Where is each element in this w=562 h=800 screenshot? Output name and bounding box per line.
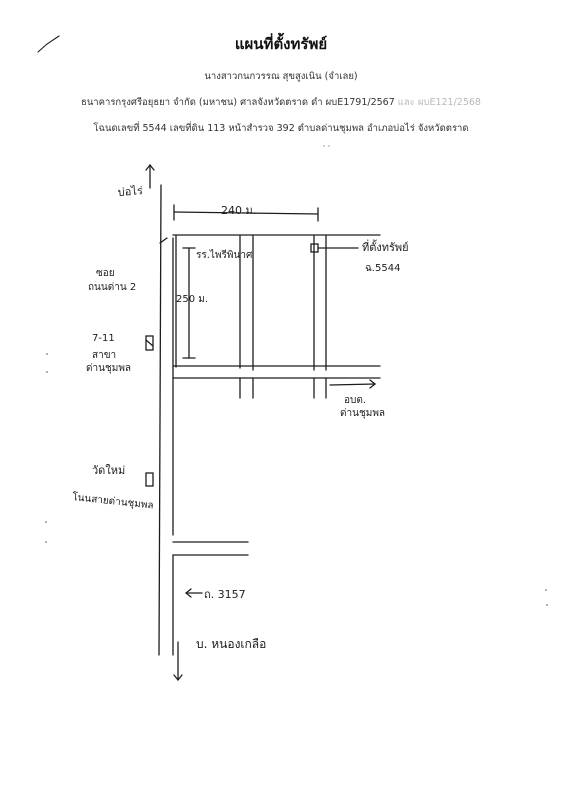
owner-line: นางสาวกนกวรรณ สุขสูงเนิน (จำเลย): [204, 71, 358, 82]
east-label-1: อบต.: [344, 395, 367, 406]
temple-label-1: วัดใหม่: [92, 464, 126, 477]
store-label-1: 7-11: [92, 333, 115, 344]
road-no-label: ถ. 3157: [204, 588, 246, 601]
north-label: บ่อไร่: [117, 184, 144, 199]
east-label-2: ด่านชุมพล: [340, 408, 386, 419]
main-road-left-edge: [159, 185, 161, 655]
scan-specks: [45, 145, 548, 605]
junction-label-1: ซอย: [96, 268, 115, 279]
depth-label: 250 ม.: [176, 294, 209, 305]
page-title: แผนที่ตั้งทรัพย์: [234, 35, 328, 53]
road-label: รร.ไพรีพินาศ: [196, 250, 253, 261]
deed-line: โฉนดเลขที่ 5544 เลขที่ดิน 113 หน้าสำรวจ 392 ตำบลด่านชุมพล อำเภอบ่อไร่ จังหวัดตราด: [93, 123, 469, 134]
village-label: บ. หนองเกลือ: [196, 637, 267, 651]
property-label: ที่ตั้งทรัพย์: [362, 241, 409, 254]
store-label-3: ด่านชุมพล: [86, 363, 132, 374]
store-label-2: สาขา: [92, 350, 117, 361]
deed-label: ฉ.5544: [365, 263, 401, 274]
temple-label-2: โนนสายด่านชุมพล: [71, 492, 155, 512]
junction-label-2: ถนนด่าน 2: [88, 282, 137, 293]
check-mark: [38, 36, 59, 52]
case-line-main: ธนาคารกรุงศรีอยุธยา จำกัด (มหาชน) ศาลจังหวัดตราด ดำ ผบE1791/2567: [81, 97, 395, 108]
width-label: 240 ม.: [221, 204, 257, 217]
temple-marker: [146, 473, 153, 486]
case-line-faint: และ ผบE121/2568: [394, 97, 481, 108]
